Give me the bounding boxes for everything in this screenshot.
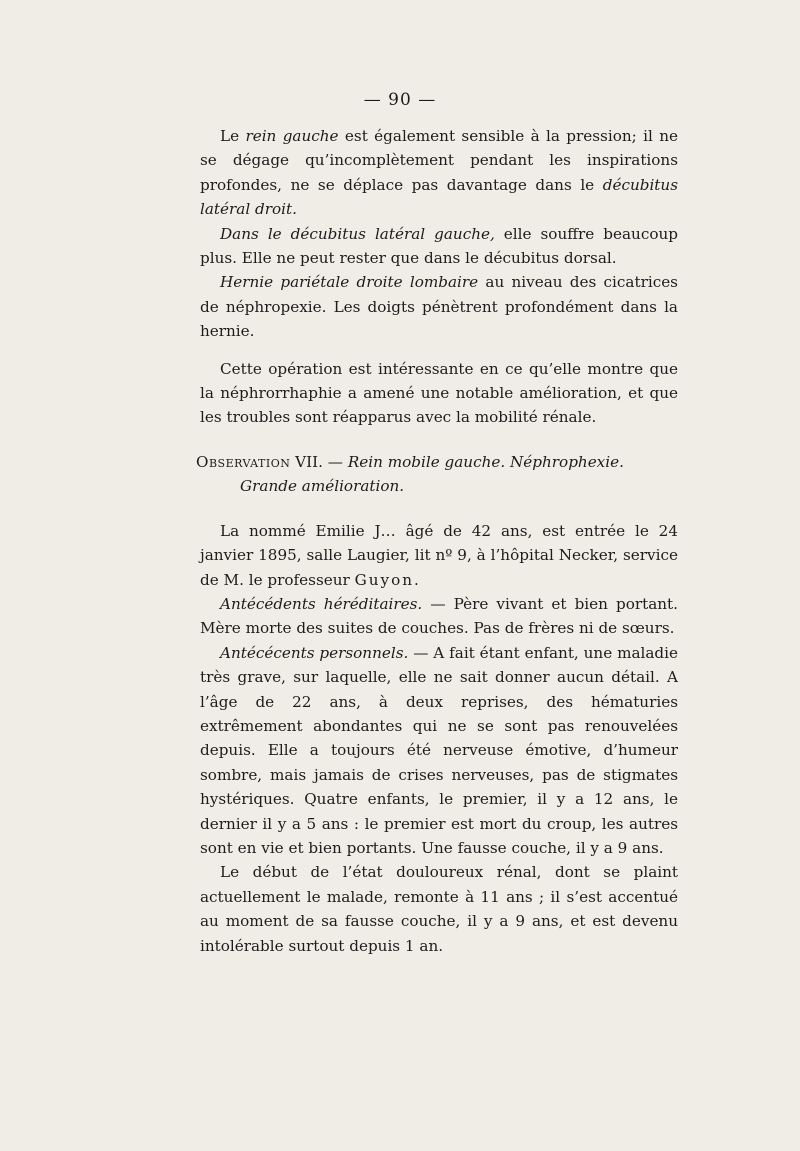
italic-run: rein gauche — [245, 127, 339, 145]
observation-number: VII. — — [290, 452, 348, 471]
observation-subtitle: Grande amélioration. — [240, 477, 405, 496]
paragraph-debut: Le début de l’état douloureux rénal, dont se plaint actuellement le malade, remonte à 11 ans ; il s’est accentué au moment de sa fausse couche, il y a 9 ans, et est devenu intolérable surtout depuis 1 an. — [200, 863, 678, 955]
page-number: — 90 — — [363, 90, 437, 110]
spacer — [200, 499, 678, 519]
text-run: La nommé Emilie J… âgé de 42 ans, est entrée le 24 janvier 1895, salle Laugier, lit nº 9, à l’hôpital Necker, service de M. le professeur — [200, 521, 678, 589]
italic-run: Antécécents personnels. — [220, 643, 409, 662]
spaced-name: Guyon. — [354, 570, 421, 589]
italic-run: Dans le décubitus latéral gauche, — [220, 224, 495, 243]
text-run: Le — [220, 127, 246, 145]
text-run: elle souffre beaucoup plus. Elle ne peut rester que dans le décubitus dorsal. — [200, 224, 678, 268]
italic-run: Antécédents héréditaires. — [220, 594, 423, 613]
paragraph-patient — [200, 519, 678, 592]
observation-label: Observation — [196, 452, 291, 471]
text-run: — A fait étant enfant, une maladie très grave, sur laquelle, elle ne sait donner aucun détail. A l’âge de 22 ans, à deux reprises, des hématuries extrêmement abondantes qui ne se sont pas renouvelées depuis. Elle a toujours été nerveuse émotive, d’humeur sombre, mais jamais de crises nerveuses, pas de stigmates hystériques. Quatre enfants, le premier, il y a 12 ans, le dernier il y a 5 ans : le premier est mort du croup, les autres sont en vie et bien portants. Une fausse couche, il y a 9 ans. — [200, 643, 678, 857]
italic-run: décubitus latéral droit. — [200, 175, 678, 219]
text-run: est également sensible à la pression; il ne se dégage qu’incomplètement pendant les inspirations profondes, ne se déplace pas davantage dans le — [200, 127, 678, 194]
text-run: au niveau des cicatrices de néphropexie. Les doigts pénètrent profondément dans la hernie. — [200, 273, 678, 341]
text-run: — Père vivant et bien portant. Mère morte des suites de couches. Pas de frères ni de sœurs. — [200, 594, 678, 638]
body-text — [196, 124, 678, 958]
paragraph-rein-gauche — [200, 124, 678, 222]
spacer — [200, 430, 678, 450]
paragraph-decubitus — [200, 222, 678, 271]
observation-heading — [196, 450, 678, 474]
paragraph-operation: Cette opération est intéressante en ce qu’elle montre que la néphrorrhaphie a amené une notable amélioration, et que les troubles sont réapparus avec la mobilité rénale. — [200, 359, 678, 427]
observation-title: Rein mobile gauche. Néphrophexie. — [347, 452, 624, 471]
paragraph-antecedents-personnels — [200, 641, 678, 861]
paragraph-hernie — [200, 270, 678, 343]
spacer — [200, 344, 678, 357]
paragraph-antecedents-hereditaires — [200, 592, 678, 641]
italic-run: Hernie pariétale droite lombaire — [220, 273, 479, 292]
